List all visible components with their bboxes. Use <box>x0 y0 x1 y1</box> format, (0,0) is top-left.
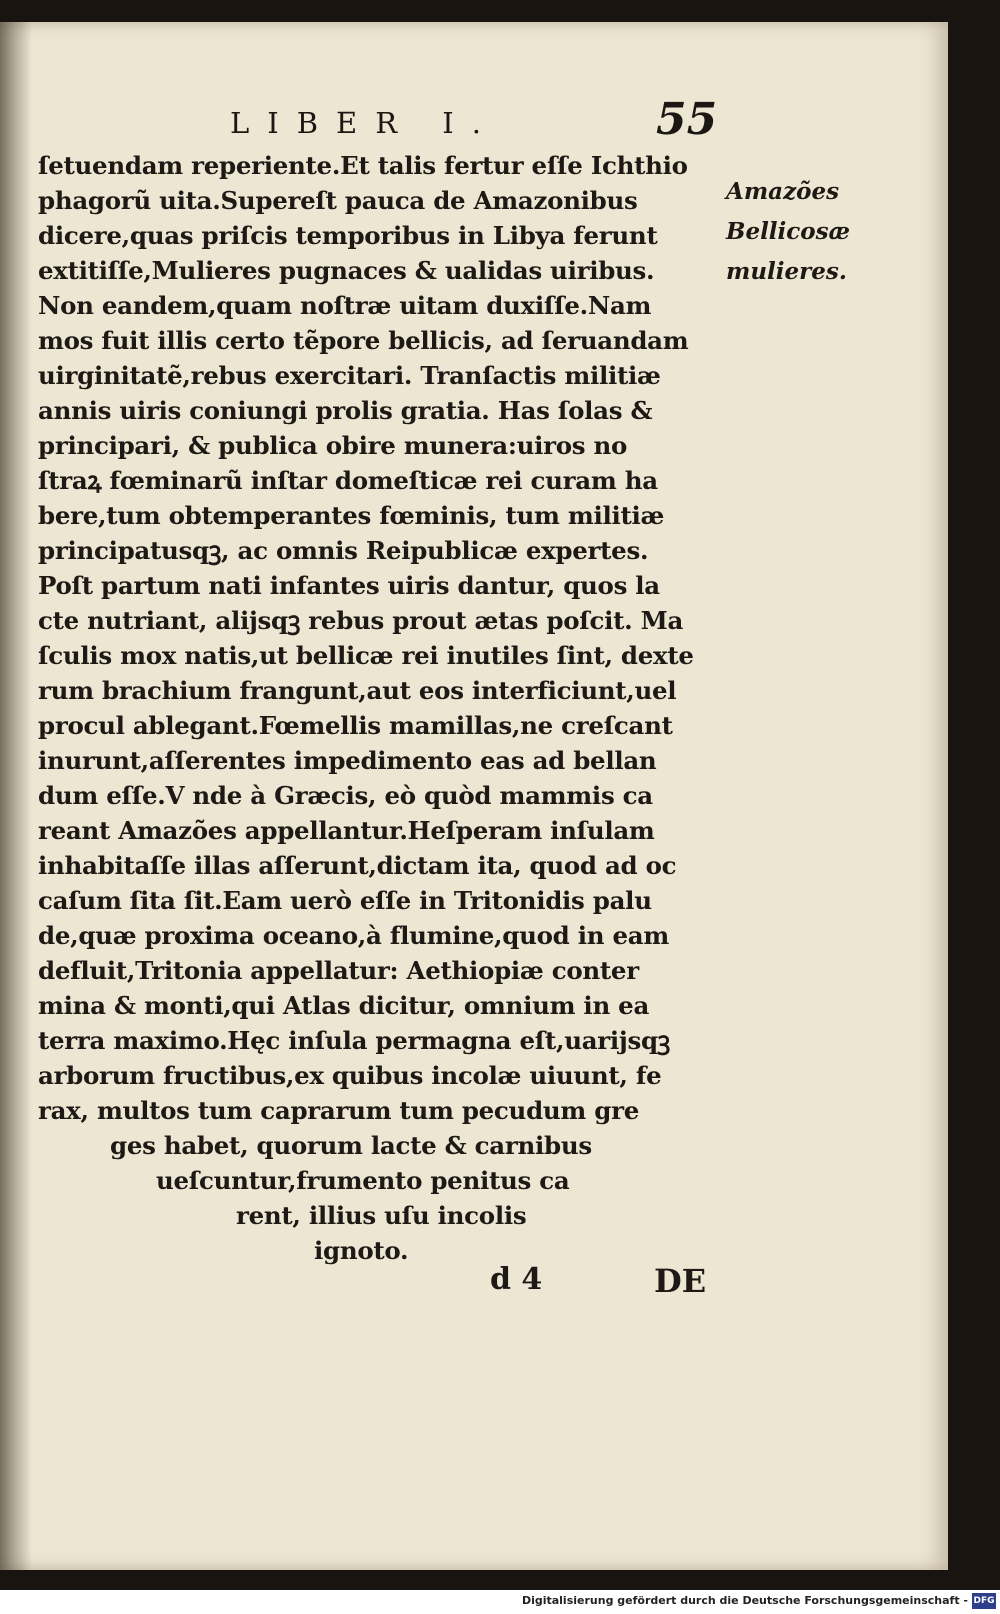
margin-note-line: Bellicosæ <box>726 218 851 245</box>
page-number: 55 <box>656 94 718 145</box>
running-head: LIBER I. <box>230 106 499 140</box>
text-line: Non eandem,quam noſtræ uitam duxiſſe.Nam <box>38 291 652 320</box>
text-line-tapered: ges habet, quorum lacte & carnibus <box>110 1131 592 1160</box>
text-line: ſtraꝝ fœminarũ inſtar domeſticæ rei curam ha <box>38 466 658 495</box>
show-through-texture <box>730 390 900 630</box>
credit-bar <box>0 1590 1000 1614</box>
margin-note-line: Amazões <box>726 178 840 205</box>
text-line: defluit,Tritonia appellatur: Aethiopiæ conter <box>38 956 639 985</box>
text-line: dum eſſe.V nde à Græcis, eò quòd mammis ca <box>38 781 653 810</box>
text-line: rax, multos tum caprarum tum pecudum gre <box>38 1096 639 1125</box>
margin-note <box>726 172 886 292</box>
signature-mark: d 4 <box>490 1262 543 1297</box>
text-line: uirginitatẽ,rebus exercitari. Tranſactis militiæ <box>38 361 661 390</box>
text-line: principari, & publica obire munera:uiros no <box>38 431 628 460</box>
text-line: extitiſſe,Mulieres pugnaces & ualidas uiribus. <box>38 256 655 285</box>
text-line: mos fuit illis certo tẽpore bellicis, ad ſeruandam <box>38 326 689 355</box>
text-line: dicere,quas priſcis temporibus in Libya ferunt <box>38 221 658 250</box>
text-line: inhabitaſſe illas aſſerunt,dictam ita, quod ad oc <box>38 851 677 880</box>
text-line: mina & monti,qui Atlas dicitur, omnium in ea <box>38 991 650 1020</box>
text-line: Poſt partum nati infantes uiris dantur, quos la <box>38 571 660 600</box>
text-line-tapered: ignoto. <box>314 1236 409 1265</box>
text-line-tapered: rent, illius uſu incolis <box>236 1201 527 1230</box>
text-line-tapered: ueſcuntur,frumento penitus ca <box>156 1166 570 1195</box>
margin-note-line: mulieres. <box>726 258 847 285</box>
page-footer <box>490 1262 750 1312</box>
book-page <box>0 22 948 1570</box>
catchword: DE <box>654 1262 707 1300</box>
dfg-logo: DFG <box>972 1593 996 1609</box>
text-line: principatusqꝫ, ac omnis Reipublicæ expertes. <box>38 536 649 565</box>
text-line: de,quæ proxima oceano,à flumine,quod in eam <box>38 921 669 950</box>
text-line: terra maximo.Hęc inſula permagna eſt,uarijsqꝫ <box>38 1026 671 1055</box>
text-line: rum brachium frangunt,aut eos interficiunt,uel <box>38 676 677 705</box>
text-line: bere,tum obtemperantes fœminis, tum militiæ <box>38 501 665 530</box>
text-line: inurunt,aſſerentes impedimento eas ad bellan <box>38 746 657 775</box>
text-line: arborum fructibus,ex quibus incolæ uiuunt, fe <box>38 1061 662 1090</box>
funding-credit: Digitalisierung gefördert durch die Deutsche Forschungsgemeinschaft - <box>521 1594 968 1607</box>
text-line: reant Amazões appellantur.Heſperam inſulam <box>38 816 655 845</box>
text-line: ſetuendam reperiente.Et talis fertur eſſe Ichthio <box>38 151 688 180</box>
text-line: ſculis mox natis,ut bellicæ rei inutiles ſint, dexte <box>38 641 694 670</box>
text-line: annis uiris coniungi prolis gratia. Has ſolas & <box>38 396 653 425</box>
text-line: procul ablegant.Fœmellis mamillas,ne creſcant <box>38 711 673 740</box>
page-header <box>220 80 720 145</box>
text-line: cte nutriant, alijsqꝫ rebus prout ætas poſcit. Ma <box>38 606 684 635</box>
text-line: caſum ſita ſit.Eam uerò eſſe in Tritonidis palu <box>38 886 652 915</box>
text-line: phagorũ uita.Supereſt pauca de Amazonibus <box>38 186 638 215</box>
main-text-block <box>38 148 718 1268</box>
